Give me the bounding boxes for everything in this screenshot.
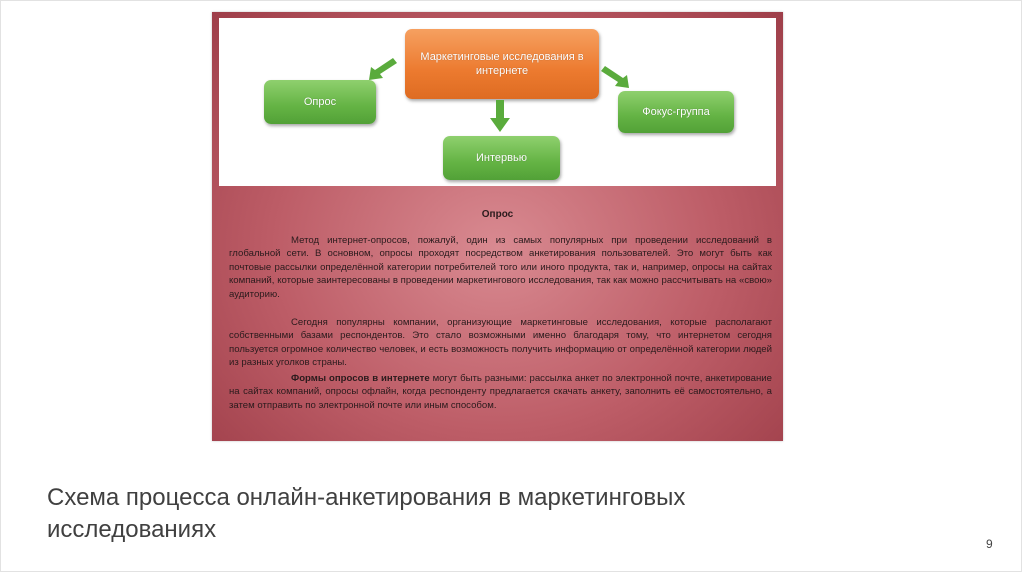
panel-title: Опрос [481, 209, 514, 220]
paragraph-3-bold: Формы опросов в интернете [291, 373, 430, 384]
paragraph-3 [229, 372, 772, 412]
bottom-node [443, 136, 560, 180]
center-node-label: Маркетинговые исследования в интернете [420, 51, 584, 77]
left-node-label: Опрос [303, 96, 337, 108]
slide-picture [212, 12, 783, 441]
paragraph-2: Сегодня популярны компании, организующие маркетинговые исследования, которые располагают собственными базами респондентов. Это стало возможными именно благодаря тому, что интернетом сегодня пользуется огромное количество человек, и есть возможность получить информацию от определённой категории людей из разных уголков страны. [229, 317, 772, 369]
slide-caption: Схема процесса онлайн-анкетирования в маркетинговых исследованиях [47, 484, 686, 543]
center-node [405, 29, 599, 99]
bottom-node-label: Интервью [476, 152, 527, 164]
right-node-label: Фокус-группа [642, 106, 710, 118]
arrow-left-icon [367, 54, 397, 82]
text-panel [219, 194, 776, 434]
arrow-down-icon [489, 100, 511, 132]
mindmap-diagram [219, 18, 776, 186]
arrow-right-icon [601, 62, 631, 90]
paragraph-1: Метод интернет-опросов, пожалуй, один из самых популярных при проведении исследований в глобальной сети. В основном, опросы проходят посредством анкетирования пользователей. Это могут быть как почтовые рассылки определённой категории потребителей того или иного продукта, так и, например, опросы на сайтах компаний, которые заинтересованы в проведении маркетингового исследования, так как можно рассчитывать на «свою» аудиторию. [229, 235, 772, 300]
page-number: 9 [986, 537, 993, 551]
right-node [618, 91, 734, 133]
paragraph-3-rest: могут быть разными: рассылка анкет по электронной почте, анкетирование на сайтах компаний, опросы офлайн, когда респонденту предлагается скачать анкету, заполнить её самостоятельно, а затем отправить по электронной почте или иным способом. [229, 373, 772, 411]
left-node [264, 80, 376, 124]
